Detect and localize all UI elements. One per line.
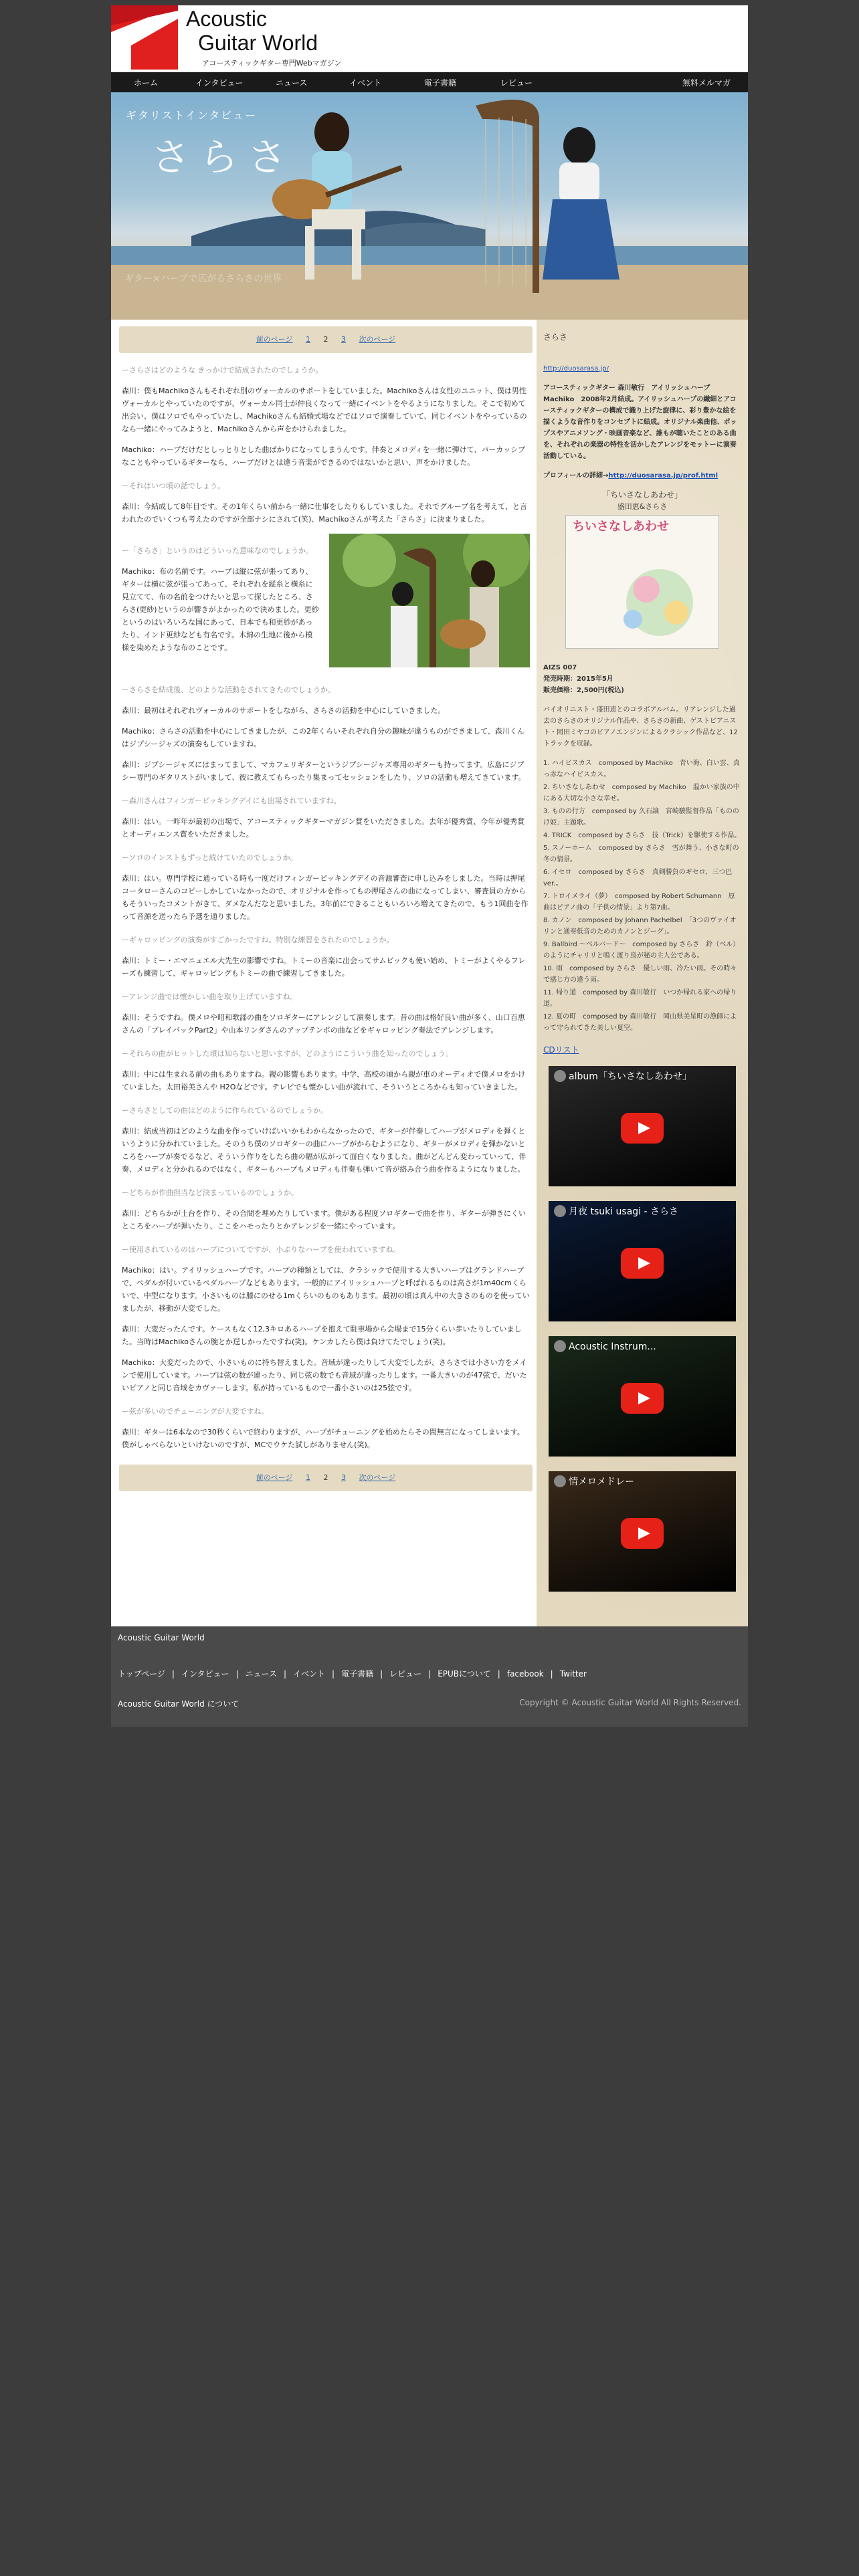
interview-answer: 森川：そうですね。僕メロや昭和歌謡の曲をソロギターにアレンジして演奏します。昔の曲は格好良い曲が多く、山口百恵さんの「プレイバックPart2」や山本リンダさんのアップテンポの曲などをギャロッピング奏法でアレンジします。	[122, 1013, 525, 1035]
interview-answer: 森川：僕もMachikoさんもそれぞれ別のヴォーカルのサポートをしていました。Machikoさんは女性のユニット、僕は男性ヴォーカルとやっていたのですが、ヴォーカル同士が仲良くなって一緒にイベントをやるようになりました。そこで初めて出会い、僕はソロでもやっていたし、Machikoさんも結婚式場などではソロで演奏していて、同じイベントをやっているのなら一緒にやってみようと、Machikoさんから声をかけられました。	[122, 387, 527, 433]
video-list	[543, 1066, 741, 1592]
channel-avatar	[554, 1340, 566, 1352]
interview-answer: 森川：どちらかが土台を作り、その合間を埋めたりしています。僕がある程度ソロギターで曲を作り、ギターが弾きにくいところをハープが弾いたり、ここをハモったりとかアレンジを一緒にやっています。	[122, 1209, 526, 1230]
interview-question: ー森川さんはフィンガーピッキングデイにも出場されていますね。	[122, 796, 341, 805]
cd-artist: 盛田恵&さらさ	[617, 502, 668, 511]
video-embed[interactable]	[549, 1201, 736, 1321]
link-separator: |	[428, 1669, 432, 1679]
footer-link[interactable]: Twitter	[559, 1669, 587, 1679]
site-header	[111, 5, 748, 72]
cd-cover-image[interactable]	[565, 515, 719, 649]
interview-question: ーそれらの曲がヒットした頃は知らないと思いますが、どのようにこういう曲を知ったのでしょう。	[122, 1049, 453, 1058]
interview-answer: 森川：中には生まれる前の曲もありますね。親の影響もあります。中学、高校の頃から親が車のオーディオで僕メロをかけていました。太田裕美さんや H2Oなどです。テレビでも懐かしい曲が流れて、そういうところからも知っていきました。	[122, 1070, 526, 1091]
artist-website-link[interactable]: http://duosarasa.jp/	[543, 365, 609, 372]
track-item: 11. 帰り道 composed by 森川敏行 いつか帰れる家への帰り道。	[543, 989, 737, 1008]
interview-question: ーソロのインストもずっと続けていたのでしょうか。	[122, 853, 298, 862]
nav-newsletter[interactable]: 無料メルマガ	[682, 78, 731, 88]
footer-link[interactable]: EPUBについて	[438, 1669, 491, 1679]
interview-answer: 森川：ジプシージャズにはまってまして、マカフェリギターというジプシージャズ専用のギターも持ってます。広島にジプシー専門のギタリストがいまして、彼に教えてもらったり集まってセッションをしたり、ソロの活動も増えてきています。	[122, 760, 526, 782]
channel-avatar	[554, 1205, 566, 1217]
interview-answer: 森川：トミー・エマニュエル大先生の影響ですね。トミーの音楽に出会ってサムピックも使い始め、トミーがよくやるフレーズも練習して、ギャロッピングもトミーの曲で練習してきました。	[122, 956, 526, 978]
play-icon[interactable]	[621, 1383, 664, 1414]
track-item: 8. カノン composed by Johann Pachelbel 「3つのヴァイオリンと通奏低音のためのカノンとジーグ」。	[543, 917, 737, 936]
site-name-line1: Acoustic	[186, 7, 267, 31]
interview-answer: 森川：最初はそれぞれヴォーカルのサポートをしながら、さらさの活動を中心にしていきました。	[122, 706, 446, 715]
video-title: Acoustic Instrum...	[569, 1341, 656, 1352]
main-area	[111, 320, 748, 1626]
interview-question: ーさらさはどのような きっかけで結成されたのでしょうか。	[122, 366, 323, 374]
interview-answer: 森川：今結成して8年目です。その1年くらい前から一緒に仕事をしたりもしていました。それでグループ名を考えて、と言われたのでいくつも考えたのですが全部ナシにされて(笑)、Machikoさんが考えた「さらさ」に決まりました。	[122, 502, 528, 524]
footer-link[interactable]: 電子書籍	[341, 1669, 374, 1679]
artist-profile: アコースティックギター 森川敏行 アイリッシュハープ Machiko 2008年2月結成。アイリッシュハープの繊細とアコースティックギターの構成で織り上げた旋律に、彩り豊かな絵を描くような音作りをコンセプトに結成。オリジナル楽曲他、ポップスやアニメソング・映画音楽など、誰もが聴いたことのある曲を、それぞれの楽器の特性を活かしたアレンジをモットーに演奏活動している。	[543, 385, 737, 460]
pager-top	[119, 326, 533, 353]
video-title: 月夜 tsuki usagi - さらさ	[569, 1206, 679, 1217]
pager-page-2-current: 2	[323, 335, 328, 344]
cd-feature	[563, 490, 722, 649]
interview-answer: Machiko：ハープだけだとしっとりとした曲ばかりになってしまうんです。伴奏とメロディを一緒に弾けて、パーカッシブなこともやっているギターなら、ハープだけとは違う音楽ができるのではないかと思い、声をかけました。	[122, 445, 526, 467]
interview-question: ー弦が多いのでチューニングが大変ですね。	[122, 1407, 269, 1416]
cd-list-link[interactable]: CDリスト	[543, 1045, 579, 1055]
hero-kicker: ギタリストインタビュー	[126, 109, 258, 122]
link-separator: |	[332, 1669, 335, 1679]
track-item: 5. スノーホーム composed by さらさ 雪が舞う、小さな町の冬の情景。	[543, 845, 739, 863]
channel-avatar	[554, 1070, 566, 1082]
interview-question: ーさらさとしての曲はどのように作られているのでしょうか。	[122, 1106, 328, 1115]
interview-answer: 森川：ギターは6本なので30秒くらいで終わりますが、ハープがチューニングを始めたらその間無言になってしまいます。僕がしゃべらないといけないのですが、MCでウケた試しがありません(笑)。	[122, 1428, 524, 1449]
profile-detail-link[interactable]: http://duosarasa.jp/prof.html	[608, 472, 719, 479]
pager-page-3[interactable]: 3	[341, 335, 346, 344]
footer-link[interactable]: トップページ	[118, 1669, 165, 1679]
track-list	[543, 758, 741, 1034]
link-separator: |	[380, 1669, 383, 1679]
video-title: album「ちいさなしあわせ」	[569, 1071, 692, 1082]
track-item: 12. 夏の町 composed by 森川敏行 岡山県美星町の漁師によって守られてきた美しい夏空。	[543, 1013, 737, 1032]
channel-avatar	[554, 1475, 566, 1487]
site-name-line2: Guitar World	[198, 31, 318, 55]
sidebar-artist-name: さらさ	[543, 332, 568, 342]
pager-page-3[interactable]: 3	[341, 1473, 346, 1482]
nav-home[interactable]: ホーム	[134, 78, 159, 88]
interview-question: ー使用されているのはハープについてですが、小ぶりなハープを使われていますね。	[122, 1245, 401, 1254]
interview-answer: Machiko：はい。アイリッシュハープです。ハープの種類としては、クラシックで使用する大きいハープはグランドハープで、ペダルが付いているペダルハープなどもあります。一般的にアイリッシュハープと呼ばれるものは高さが1m40cmくらいで、中型になります。小さいものは膝にのせる1mくらいのものもあります。最初の頃は真ん中の大きさのものを使っていましたが、移動が大変でした。	[122, 1266, 530, 1313]
footer-link[interactable]: レビュー	[389, 1669, 422, 1679]
site-footer	[111, 1626, 748, 1727]
duo-photo-scene	[329, 534, 530, 667]
pager-prev[interactable]: 前のページ	[256, 335, 293, 344]
cd-info: AIZS 007 発売時期：2015年5月 販売価格：2,500円(税込)	[543, 664, 624, 694]
track-item: 10. 雨 composed by さらさ 優しい雨、冷たい雨。その時々で感じ方の違う雨。	[543, 965, 737, 984]
footer-link[interactable]: インタビュー	[181, 1669, 229, 1679]
interview-answer: Machiko：さらさの活動を中心にしてきましたが、この2年くらいそれぞれ自分の趣味が違うものができまして、森川くんはジプシージャズの演奏もしていますね。	[122, 727, 524, 748]
interview-question: ーアレンジ曲では懐かしい曲を取り上げていますね。	[122, 992, 298, 1001]
copyright: Copyright © Acoustic Guitar World All Rights Reserved.	[519, 1698, 741, 1707]
track-item: 7. トロイメライ（夢） composed by Robert Schumann 原曲はピアノ曲の「子供の情景」より第7曲。	[543, 893, 735, 911]
track-item: 9. Ballbird ～ベルバード～ composed by さらさ 鈴（ベル）のようにチャリリと鳴く渡り鳥が秘の主人公である。	[543, 941, 740, 960]
nav-review[interactable]: レビュー	[500, 78, 533, 88]
video-embed[interactable]	[549, 1066, 736, 1186]
cd-cover-title: ちいさなしあわせ	[573, 520, 669, 534]
pager-page-2-current: 2	[323, 1473, 328, 1482]
footer-brand[interactable]: Acoustic Guitar World	[118, 1633, 205, 1642]
article-part2	[119, 683, 533, 1451]
article	[111, 320, 537, 1626]
footer-link[interactable]: イベント	[293, 1669, 326, 1679]
site-name[interactable]	[186, 7, 318, 55]
duo-photo	[329, 534, 530, 667]
site-subtitle: アコースティックギター専門Webマガジン	[202, 59, 342, 68]
link-separator: |	[497, 1669, 500, 1679]
article-float-block	[119, 534, 533, 673]
interview-question: ーさらさを結成後、どのような活動をされてきたのでしょうか。	[122, 685, 335, 694]
nav-event[interactable]: イベント	[349, 78, 382, 88]
track-item: 1. ハイビスカス composed by Machiko 青い海、白い雲、真っ赤なハイビスカス。	[543, 760, 740, 778]
interview-answer: 森川：はい。一昨年が最初の出場で、アコースティックギターマガジン賞をいただきました。去年が優秀賞、今年が優秀賞とオーディエンス賞をいただきました。	[122, 817, 525, 839]
track-item: 4. TRICK composed by さらさ 技（Trick）を駆使する作品。	[543, 832, 741, 839]
nav-ebook[interactable]: 電子書籍	[424, 78, 457, 88]
link-separator: |	[550, 1669, 553, 1679]
footer-link[interactable]: facebook	[506, 1669, 544, 1679]
footer-about-link[interactable]: Acoustic Guitar World について	[118, 1699, 240, 1709]
article-part1	[119, 364, 533, 526]
pager-page-1[interactable]: 1	[306, 335, 310, 344]
page	[111, 5, 748, 1727]
nav-interview[interactable]: インタビュー	[195, 78, 244, 88]
link-separator: |	[283, 1669, 286, 1679]
footer-links	[118, 1668, 741, 1679]
pager-next[interactable]: 次のページ	[359, 1473, 396, 1482]
pager-next[interactable]: 次のページ	[359, 335, 396, 344]
interview-question: ーそれはいつ頃の話でしょう。	[122, 481, 225, 490]
interview-question: ー「さらさ」というのはどういった意味なのでしょうか。	[122, 546, 313, 555]
pager-page-1[interactable]: 1	[306, 1473, 310, 1482]
cd-title: 「ちいさなしあわせ」	[601, 490, 682, 500]
video-embed[interactable]	[549, 1336, 736, 1457]
interview-question: ーギャロッピングの演奏がすごかったですね。特別な練習をされたのでしょうか。	[122, 936, 394, 944]
cd-cover-art	[606, 549, 713, 643]
interview-answer: 森川：大変だったんです。ケースもなく12,3キロあるハープを抱えて駐車場から会場まで15分くらい歩いたりしていました。当時はMachikoさんの腕とか逞しかったですね(笑)。ケンカしたら僕は負けてたでしょう(笑)。	[122, 1325, 522, 1346]
hero-title: さらさ	[151, 134, 296, 180]
cd-description: バイオリニスト・盛田恵とのコラボアルバム。リアレンジした過去のさらさのオリジナル作品や、さらさの新曲、ゲストピアニスト・岡田ミヤコのピアノエンジンによるクラシック作品など、12トラックを収録。	[543, 706, 738, 748]
main-nav	[111, 72, 748, 92]
pager-prev[interactable]: 前のページ	[256, 1473, 293, 1482]
interview-answer: 森川：はい。専門学校に通っている時も一度だけフィンガーピッキングデイの音源審査に申し込みをしました。当時は押尾コータローさんのコピーしかしていなかったので、オリジナルを作ってもの押尾さんの曲になってしまい、審査員の方からもそういったコメントがきて、ダメなんだなと思いました。3年前にできることもいろいろ増えてきたので、もう1回曲を作って音源を送ったら予選を通りました。	[122, 874, 529, 921]
sidebar	[537, 320, 748, 1626]
track-item: 2. ちいさなしあわせ composed by Machiko 温かい家族の中にある大切な小さな幸せ。	[543, 784, 740, 802]
hero-caption: ギター×ハープで広がるさらさの世界	[124, 274, 282, 284]
logo-icon[interactable]	[111, 5, 178, 70]
interview-question: ーどちらが作曲担当など決まっているのでしょうか。	[122, 1188, 298, 1197]
footer-link[interactable]: ニュース	[245, 1669, 277, 1679]
hero-image	[111, 92, 748, 320]
play-icon[interactable]	[621, 1248, 664, 1279]
profile-link-label: プロフィールの詳細→	[543, 472, 609, 479]
play-icon[interactable]	[621, 1113, 664, 1144]
interview-answer: 森川：結成当初はどのような曲を作っていけばいいかもわからなかったので、ギターが伴奏してハープがメロディを弾くというように分かれていました。そのうち僕のソロギターの曲にハープがからむようになり、ギターがメロディを弾かないところをハープが奏でるなど、そういう作りをしたら曲の幅が広がって面白くなりました。曲がどんどん変わっていって、伴奏、メロディと分かれるのではなく、ギターもハープもメロディも伴奏も弾いて音が絡み合う曲を作るようになりました。	[122, 1127, 527, 1174]
video-title: 情メロメドレー	[569, 1477, 634, 1487]
interview-answer: Machiko：布の名前です。ハープは縦に弦が張ってあり、ギターは横に弦が張ってあって、それぞれを縦糸と横糸に見立てて、布の名前をつけたいと思って探したところ、さらさ(更紗)というのが響きがよかったので決めました。更紗というのはいろいろな国にあって、日本でも和更紗があったり、インド更紗なども有名です。木綿の生地に後から模様を染めたような布のことです。	[122, 567, 319, 652]
pager-bottom	[119, 1465, 533, 1491]
interview-answer: Machiko：大変だったので、小さいものに持ち替えました。音域が違ったりして大変でしたが、さらさでは小さい方をメインで使用しています。ハープは弦の数が違ったり、同じ弦の数でも音域が違ったりします。一番大きいのが47弦で、だいたいピアノと同じ音域をカヴァーします。私が持っているもので一番小さいのは25弦です。	[122, 1358, 527, 1392]
link-separator: |	[171, 1669, 175, 1679]
video-embed[interactable]	[549, 1471, 736, 1592]
link-separator: |	[235, 1669, 239, 1679]
track-item: 3. ものの行方 composed by 久石譲 宮崎駿監督作品「もののけ姫」主題歌。	[543, 808, 739, 827]
track-item: 6. イセロ composed by さらさ 真剣勝負のギセロ、三つ巴ver.。	[543, 869, 733, 887]
nav-news[interactable]: ニュース	[276, 78, 308, 88]
play-icon[interactable]	[621, 1518, 664, 1549]
